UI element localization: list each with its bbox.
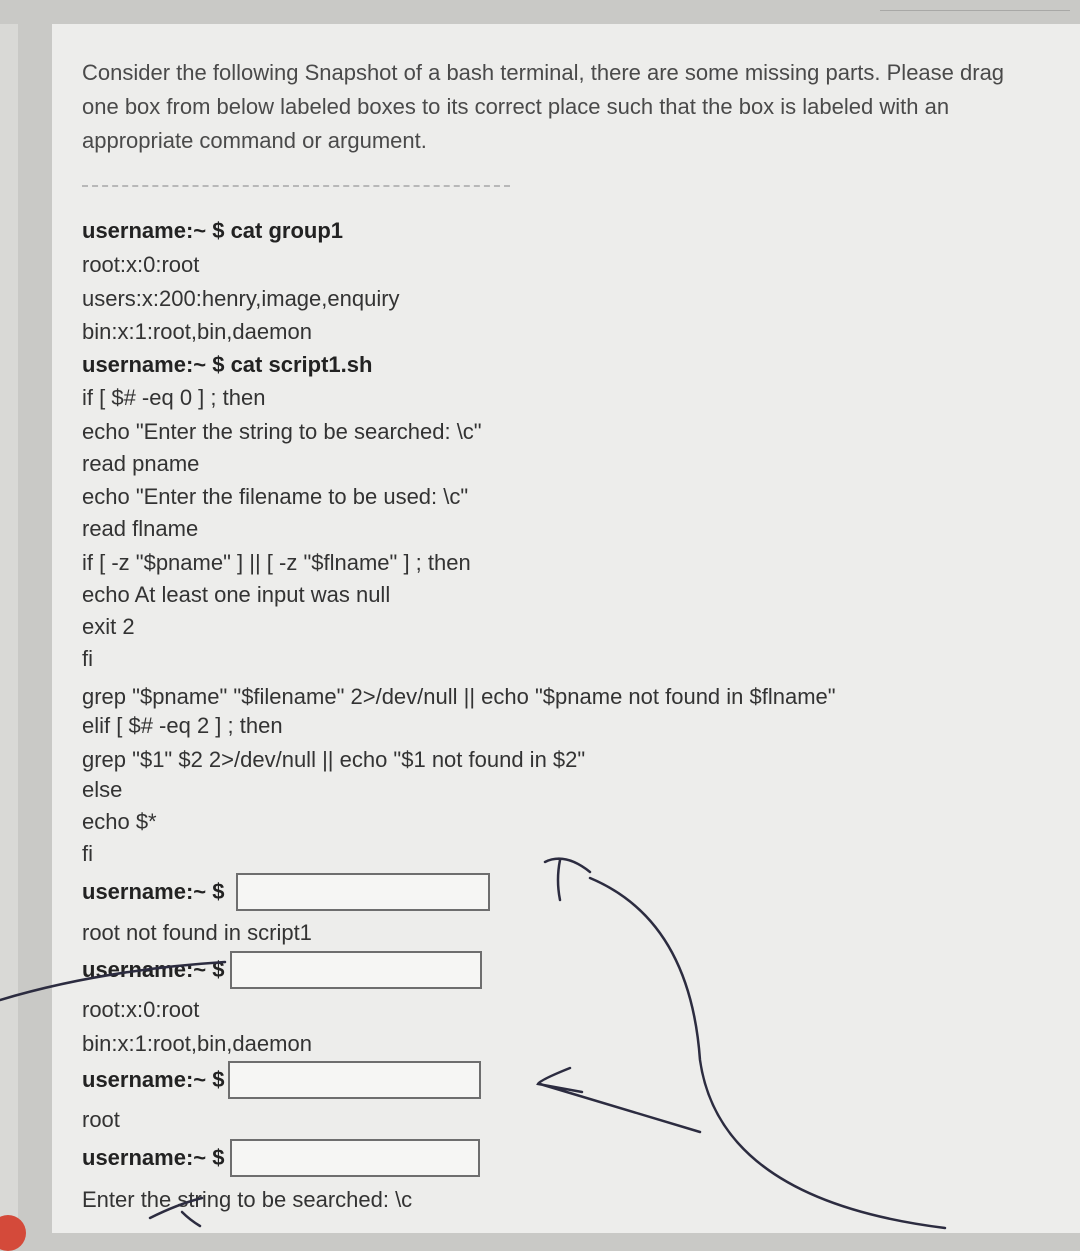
- terminal-command-cat-group1: username:~ $ cat group1: [82, 218, 344, 243]
- terminal-output-line: bin:x:1:root,bin,daemon: [82, 319, 312, 344]
- left-panel-edge: [0, 24, 18, 1233]
- prompt-label: username:~ $: [82, 1067, 225, 1092]
- terminal-output-line: bin:x:1:root,bin,daemon: [82, 1031, 312, 1056]
- script-line: fi: [82, 841, 93, 866]
- script-line: echo At least one input was null: [82, 582, 391, 607]
- script-line: read flname: [82, 516, 199, 541]
- script-line: echo "Enter the string to be searched: \c": [82, 419, 482, 444]
- script-line: else: [82, 777, 123, 802]
- script-line: if [ $# -eq 0 ] ; then: [82, 385, 266, 410]
- question-text: Consider the following Snapshot of a bash terminal, there are some missing parts. Please drag one box from below labeled boxes to its correct place such that the box is labeled with an appropriate command or argument.: [82, 60, 1005, 153]
- top-divider: [880, 10, 1070, 11]
- script-line: grep "$1" $2 2>/dev/null || echo "$1 not found in $2": [82, 747, 586, 772]
- prompt-label: username:~ $: [82, 879, 225, 904]
- prompt-label: username:~ $: [82, 1145, 225, 1170]
- script-line: grep "$pname" "$filename" 2>/dev/null || echo "$pname not found in $flname": [82, 684, 836, 709]
- dashed-divider: [82, 185, 510, 187]
- drop-zone-1[interactable]: [236, 873, 490, 911]
- prompt-label: username:~ $: [82, 957, 225, 982]
- terminal-output-line: root: [82, 1107, 120, 1132]
- drop-zone-4[interactable]: [230, 1139, 480, 1177]
- drop-zone-3[interactable]: [228, 1061, 481, 1099]
- terminal-output-line: users:x:200:henry,image,enquiry: [82, 286, 400, 311]
- script-line: fi: [82, 646, 93, 671]
- script-line: read pname: [82, 451, 200, 476]
- script-line: exit 2: [82, 614, 135, 639]
- corner-badge: [0, 1215, 26, 1251]
- terminal-command-cat-script: username:~ $ cat script1.sh: [82, 352, 373, 377]
- script-line: elif [ $# -eq 2 ] ; then: [82, 713, 283, 738]
- script-line: echo $*: [82, 809, 157, 834]
- terminal-output-line: root:x:0:root: [82, 997, 200, 1022]
- terminal-output-line: root:x:0:root: [82, 252, 200, 277]
- terminal-output-line: Enter the string to be searched: \c: [82, 1187, 413, 1212]
- script-line: echo "Enter the filename to be used: \c": [82, 484, 469, 509]
- terminal-output-line: root not found in script1: [82, 920, 312, 945]
- script-line: if [ -z "$pname" ] || [ -z "$flname" ] ; then: [82, 550, 471, 575]
- drop-zone-2[interactable]: [230, 951, 482, 989]
